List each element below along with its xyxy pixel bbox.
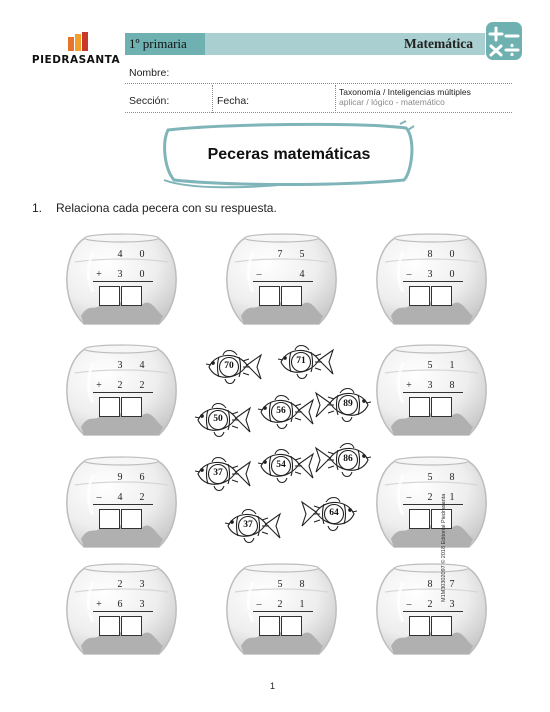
fishbowl-exercise <box>223 562 340 660</box>
section-field[interactable] <box>125 112 512 113</box>
digit-ones: 8 <box>449 380 455 391</box>
fish-number: 37 <box>213 468 223 478</box>
fish-number-card[interactable] <box>255 444 315 488</box>
operator-sign: + <box>406 380 412 391</box>
taxonomy-label: Taxonomía / Inteligencias múltiples <box>339 87 471 97</box>
top-number <box>93 472 153 486</box>
piedrasanta-logo <box>30 30 122 72</box>
sum-line <box>93 281 153 282</box>
digit-ones: 4 <box>299 269 305 280</box>
sum-line <box>403 281 463 282</box>
answer-box-ones[interactable] <box>431 616 452 636</box>
fish-number: 54 <box>276 460 286 470</box>
answer-box-tens[interactable] <box>409 286 430 306</box>
digit-ones: 3 <box>139 599 145 610</box>
answer-box-ones[interactable] <box>121 286 142 306</box>
digit-tens: 9 <box>117 472 123 483</box>
fishbowl-exercise <box>373 343 490 441</box>
top-number <box>93 249 153 263</box>
digit-ones: 4 <box>139 360 145 371</box>
fishbowl-exercise <box>63 343 180 441</box>
digit-tens: 4 <box>117 492 123 503</box>
fish-number: 56 <box>276 406 286 416</box>
answer-box-tens[interactable] <box>259 286 280 306</box>
digit-tens: 8 <box>427 249 433 260</box>
answer-box-ones[interactable] <box>121 397 142 417</box>
digit-tens: 3 <box>427 269 433 280</box>
title-banner <box>160 120 418 190</box>
answer-box-tens[interactable] <box>99 509 120 529</box>
digit-ones: 0 <box>449 249 455 260</box>
top-number <box>403 579 463 593</box>
operator-sign: – <box>406 599 412 610</box>
digit-tens: 8 <box>427 579 433 590</box>
sum-line <box>403 611 463 612</box>
answer-box-tens[interactable] <box>99 286 120 306</box>
digit-tens: 2 <box>277 599 283 610</box>
digit-ones: 8 <box>299 579 305 590</box>
fishbowl-exercise <box>63 232 180 330</box>
fishbowl-exercise <box>63 455 180 553</box>
divider <box>212 85 213 113</box>
sum-line <box>403 392 463 393</box>
answer-box-ones[interactable] <box>121 509 142 529</box>
fish-number-card[interactable] <box>192 452 252 496</box>
fish-number-card[interactable] <box>275 340 335 384</box>
answer-box-ones[interactable] <box>431 286 452 306</box>
sum-line <box>93 504 153 505</box>
fishbowl-exercise <box>223 232 340 330</box>
answer-box-ones[interactable] <box>281 286 302 306</box>
section-label: Sección: <box>129 95 170 107</box>
fishbowl-exercise <box>63 562 180 660</box>
fish-number: 70 <box>224 361 234 371</box>
answer-box-tens[interactable] <box>99 616 120 636</box>
math-operations-icon <box>486 22 522 60</box>
fishbowl-exercise <box>373 232 490 330</box>
digit-tens: 2 <box>427 599 433 610</box>
fish-number-card[interactable] <box>255 390 315 434</box>
answer-box-tens[interactable] <box>409 616 430 636</box>
sum-line <box>93 611 153 612</box>
digit-ones: 8 <box>449 472 455 483</box>
answer-box-ones[interactable] <box>121 616 142 636</box>
fish-number-card[interactable] <box>222 504 282 548</box>
top-number <box>93 579 153 593</box>
digit-ones: 0 <box>139 249 145 260</box>
sum-line <box>403 504 463 505</box>
fish-number: 71 <box>296 356 306 366</box>
sum-line <box>253 611 313 612</box>
copyright-text: M1M30302097 © 2018 Editorial Piedrasanta <box>441 493 447 602</box>
operator-sign: + <box>96 269 102 280</box>
digit-tens: 5 <box>427 472 433 483</box>
fish-number: 37 <box>243 520 253 530</box>
operator-sign: – <box>96 492 102 503</box>
digit-ones: 3 <box>449 599 455 610</box>
fish-number-card[interactable] <box>314 438 374 482</box>
digit-ones: 0 <box>139 269 145 280</box>
answer-box-ones[interactable] <box>431 397 452 417</box>
fish-number-card[interactable] <box>300 492 360 536</box>
instruction <box>32 201 277 215</box>
digit-ones: 1 <box>299 599 305 610</box>
operator-sign: – <box>256 269 262 280</box>
top-number <box>253 249 313 263</box>
digit-ones: 3 <box>139 579 145 590</box>
answer-box-ones[interactable] <box>281 616 302 636</box>
top-number <box>253 579 313 593</box>
fish-number: 89 <box>343 399 353 409</box>
book-logo-icon <box>68 32 90 52</box>
page-title: Peceras matemáticas <box>207 146 371 163</box>
top-number <box>403 249 463 263</box>
fish-number-card[interactable] <box>192 398 252 442</box>
page-number: 1 <box>270 681 276 691</box>
subject-label: Matemática <box>404 36 473 51</box>
fishbowl-exercise <box>373 455 490 553</box>
fish-number-card[interactable] <box>203 345 263 389</box>
digit-tens: 6 <box>117 599 123 610</box>
digit-ones: 0 <box>449 269 455 280</box>
digit-tens: 3 <box>117 269 123 280</box>
answer-box-tens[interactable] <box>409 509 430 529</box>
instruction-text: Relaciona cada pecera con su respuesta. <box>56 201 277 215</box>
top-number <box>403 472 463 486</box>
operator-sign: + <box>96 599 102 610</box>
digit-ones: 1 <box>449 492 455 503</box>
digit-tens: 3 <box>427 380 433 391</box>
operator-sign: – <box>256 599 262 610</box>
top-number <box>403 360 463 374</box>
digit-tens: 5 <box>427 360 433 371</box>
fish-number-card[interactable] <box>314 383 374 427</box>
digit-tens: 7 <box>277 249 283 260</box>
operator-sign: + <box>96 380 102 391</box>
top-number <box>93 360 153 374</box>
fish-number: 64 <box>329 508 339 518</box>
fish-number: 50 <box>213 414 223 424</box>
name-field[interactable] <box>125 83 512 84</box>
name-label: Nombre: <box>129 67 170 79</box>
operator-sign: – <box>406 269 412 280</box>
answer-box-tens[interactable] <box>259 616 280 636</box>
digit-ones: 2 <box>139 492 145 503</box>
taxonomy-values: aplicar / lógico - matemático <box>339 97 445 107</box>
digit-tens: 5 <box>277 579 283 590</box>
digit-ones: 1 <box>449 360 455 371</box>
header-band <box>125 33 485 55</box>
digit-ones: 2 <box>139 380 145 391</box>
answer-box-tens[interactable] <box>409 397 430 417</box>
digit-tens: 4 <box>117 249 123 260</box>
date-label: Fecha: <box>217 95 250 107</box>
brand-name: PIEDRASANTA <box>31 54 121 66</box>
digit-tens: 2 <box>117 380 123 391</box>
sum-line <box>93 392 153 393</box>
instruction-number: 1. <box>32 201 43 215</box>
divider <box>335 85 336 113</box>
sum-line <box>253 281 313 282</box>
grade-label: 1º primaria <box>129 36 187 51</box>
digit-ones: 5 <box>299 249 305 260</box>
digit-tens: 2 <box>427 492 433 503</box>
digit-tens: 2 <box>117 579 123 590</box>
operator-sign: – <box>406 492 412 503</box>
answer-box-tens[interactable] <box>99 397 120 417</box>
fishbowl-exercise <box>373 562 490 660</box>
digit-tens: 3 <box>117 360 123 371</box>
digit-ones: 7 <box>449 579 455 590</box>
fish-number: 86 <box>343 454 353 464</box>
digit-ones: 6 <box>139 472 145 483</box>
